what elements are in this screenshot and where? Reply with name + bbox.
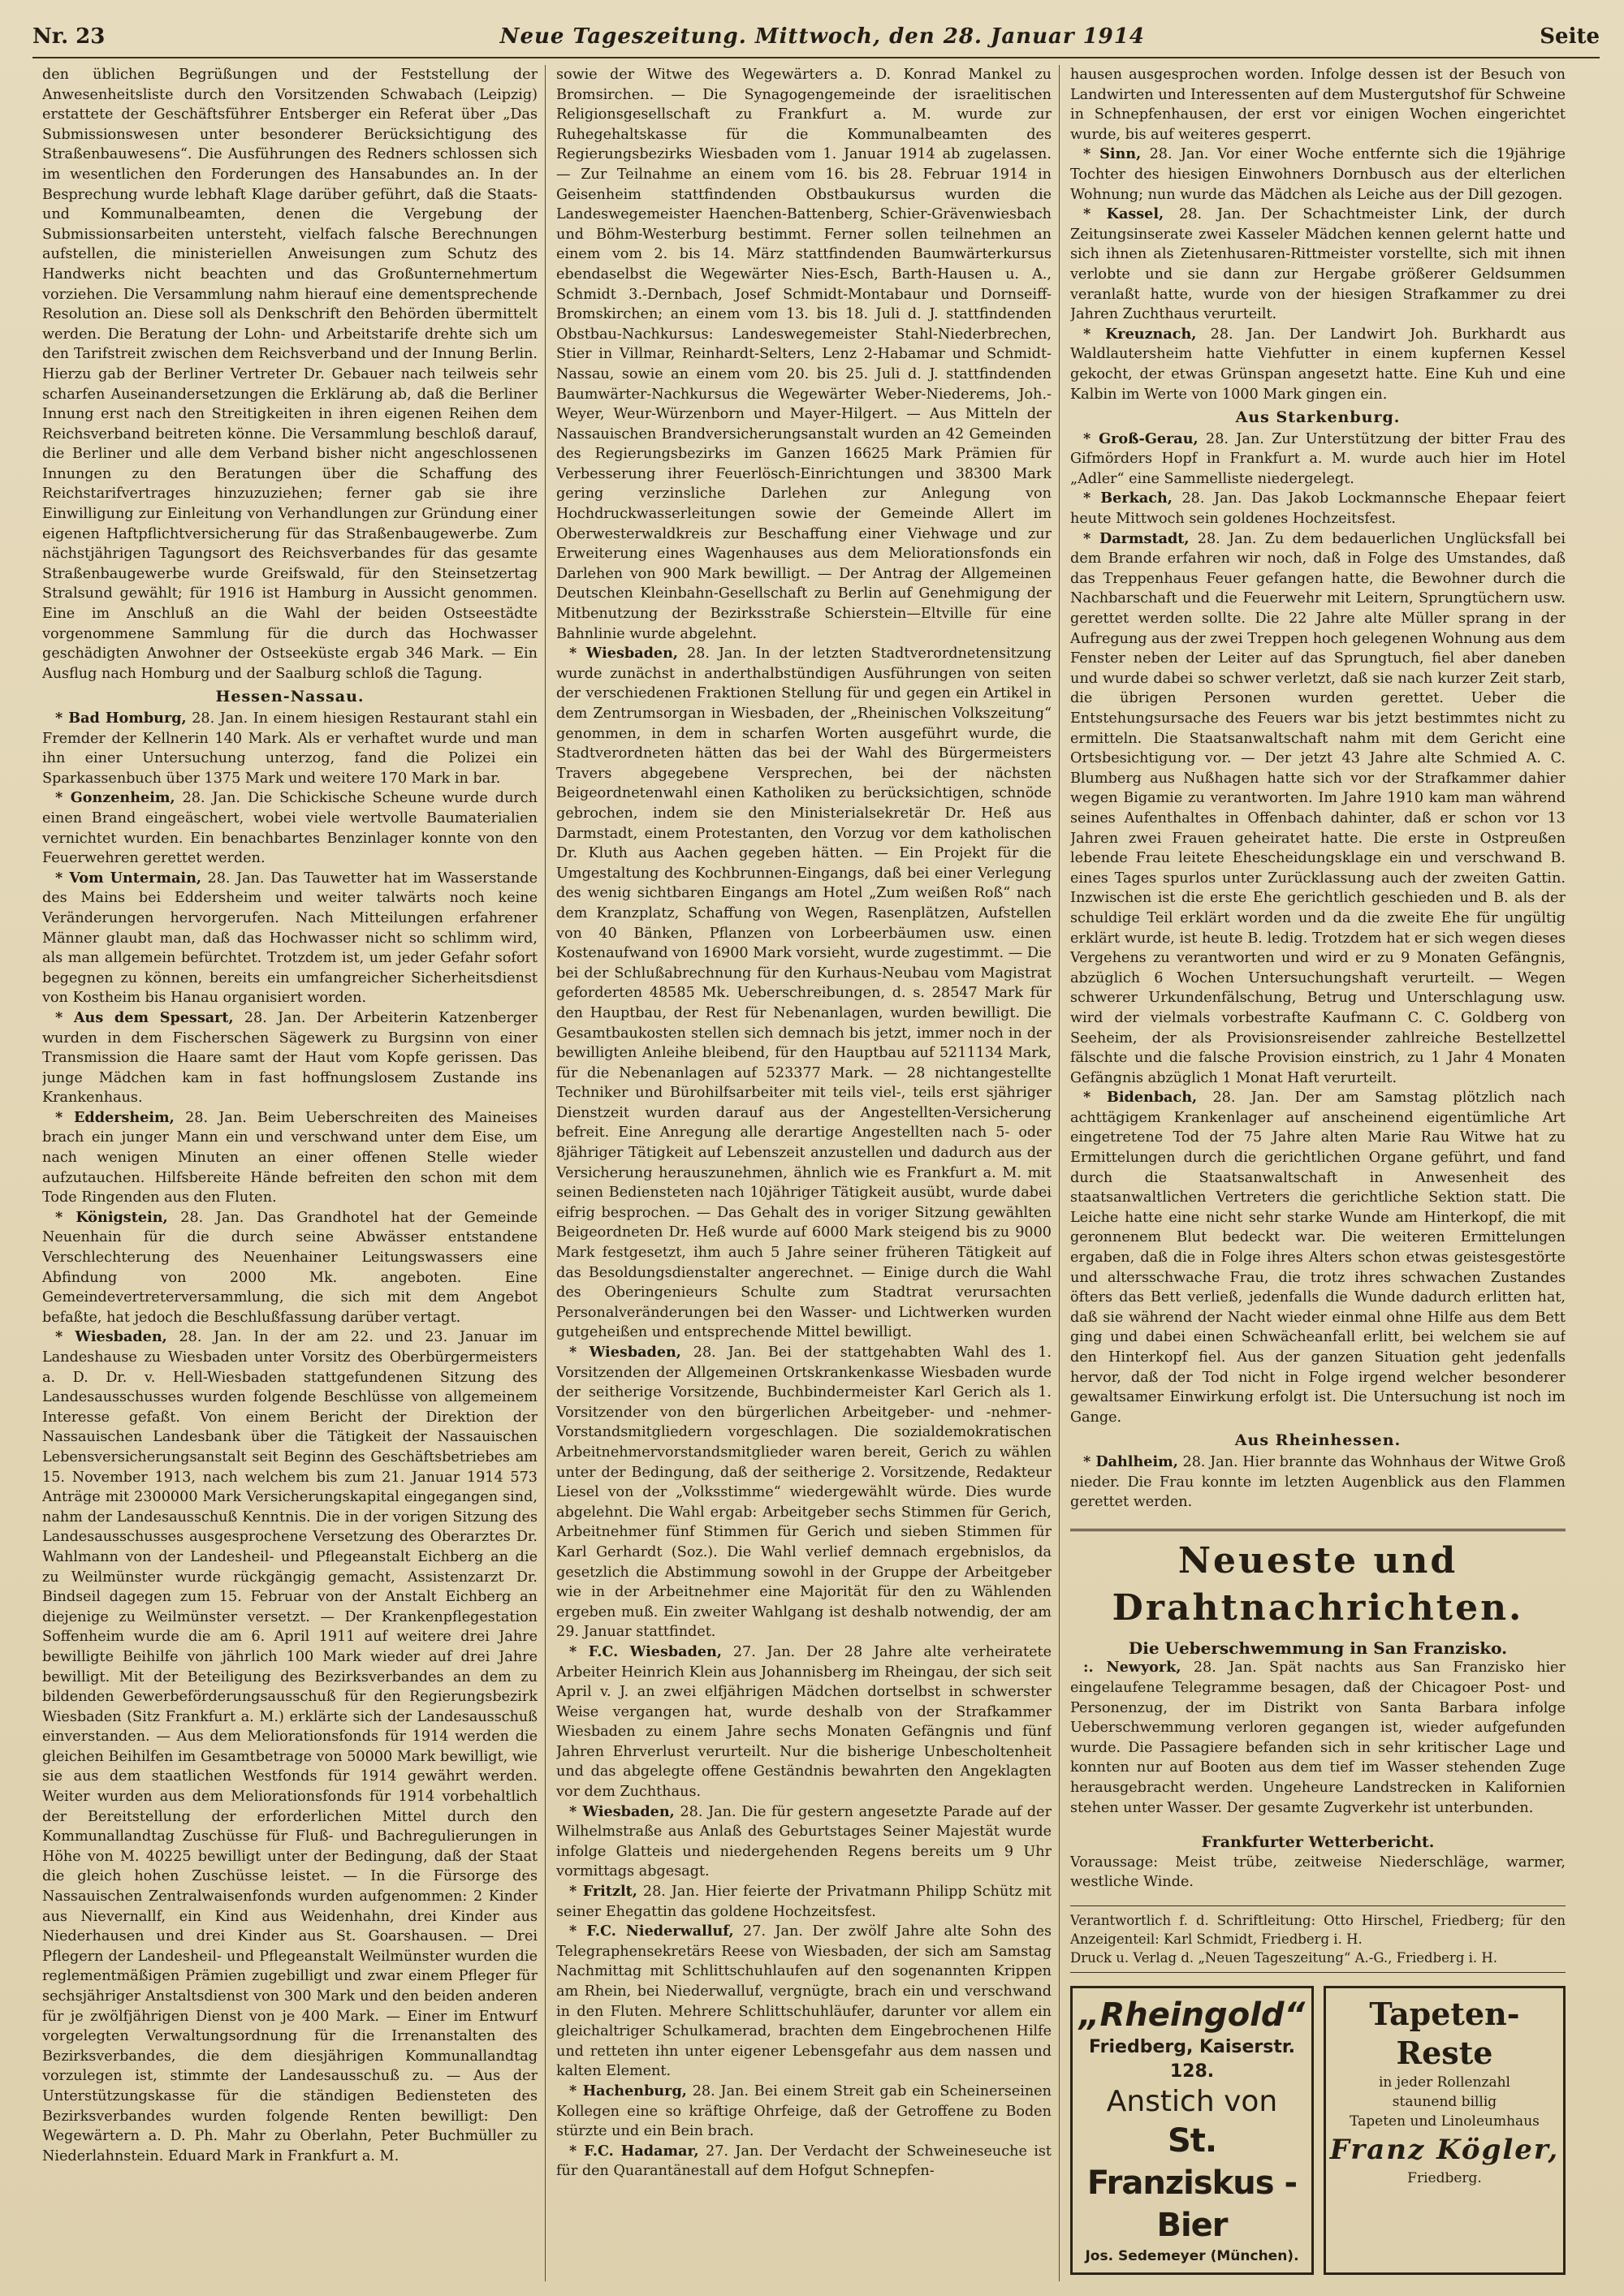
item-dateline: * Bidenbach, — [1083, 1089, 1198, 1107]
item-text: 28. Jan. Der am Samstag plötzlich nach achttägigem Krankenlager auf anscheinend eigentümliche Art eingetretene Tod der 75 Jahre alten Marie Rau Witwe hat zu Ermittelungen durch die gerichtlichen Organe geführt, und fand durch die Staatsanwaltschaft in Anwesenheit des staatsanwaltlichen Vertreters die gerichtliche Sektion statt. Die Leiche hatte eine nicht sehr starke Wunde am Hinterkopf, die mit geronnenem Blut bedeckt war. Die weiteren Ermittelungen ergaben, daß die in Folge ihres Alters schon etwas geistesgestörte und altersschwache Frau, die trotz ihres schwachen Zustandes öfters das Bett verließ, jedenfalls die Wunde dadurch erlitten hat, daß sie während der Nacht wieder einmal ohne Hilfe aus dem Bett ging und dabei einen Schwächeanfall erlitt, bei welchem sie auf den Hinterkopf fiel. Aus der ganzen Situation geht jedenfalls hervor, daß der Tod nicht in Folge irgend welcher besonderer gewaltsamer Einwirkung erfolgt ist. Die Untersuchung ist noch im Gange. — [1070, 1090, 1566, 1426]
item-dateline: * Berkach, — [1083, 490, 1173, 507]
news-item — [1070, 205, 1566, 325]
item-dateline: * Kassel, — [1083, 205, 1164, 223]
news-item — [42, 709, 538, 788]
section-heading: Aus Starkenburg. — [1235, 408, 1401, 427]
item-text: 28. Jan. Der Schachtmeister Link, der durch Zeitungsinserate zwei Kasseler Mädchen kennen gelernt hatte und sich ihnen als Zietenhusaren-Rittmeister vorstellte, sich mit ihnen verlobte und sie dann zur Hergabe größerer Geldsummen veranlaßt hatte, wurde von der hiesigen Strafkammer zu drei Jahren Zuchthaus verurteilt. — [1070, 206, 1566, 323]
advertisements — [1070, 1986, 1566, 2275]
news-item — [42, 1108, 538, 1208]
news-item — [1070, 145, 1566, 205]
weather-forecast: Voraussage: Meist trübe, zeitweise Niederschläge, warmer, westliche Winde. — [1070, 1854, 1566, 1891]
item-text: 28. Jan. Hier brannte das Wohnhaus der Witwe Groß nieder. Die Frau konnte im letzten Augenblick aus den Flammen gerettet werden. — [1070, 1453, 1566, 1511]
news-item — [1070, 529, 1566, 1089]
header-rule — [32, 57, 1600, 58]
ad-line: Anstich von — [1106, 2084, 1278, 2118]
item-text: 28. Jan. Hier feierte der Privatmann Philipp Schütz mit seiner Ehegattin das goldene Hochzeitsfest. — [556, 1884, 1052, 1920]
item-dateline: * Wiesbaden, — [569, 1344, 681, 1361]
article-paragraph: hausen ausgesprochen worden. Infolge dessen ist der Besuch von Landwirten und Interessenten auf dem Mustergutshof für Schweine in Schnepfenhausen, der erst vor einigen Wochen eingerichtet wurde, bis auf weiteres gesperrt. — [1070, 67, 1566, 143]
news-item — [42, 1208, 538, 1328]
column-2 — [556, 65, 1052, 2281]
news-item — [42, 869, 538, 1008]
item-dateline: * Königstein, — [55, 1208, 168, 1226]
ad-merchant-name: Franz Kögler, — [1329, 2133, 1560, 2166]
item-dateline: * Hachenburg, — [569, 2082, 687, 2100]
wallpaper-advertisement — [1324, 1986, 1566, 2275]
issue-number: Nr. 23 — [32, 24, 106, 49]
ad-address: Friedberg, Kaiserstr. 128. — [1089, 2036, 1295, 2082]
column-3 — [1070, 65, 1566, 2281]
section-heading: Aus Rheinhessen. — [1234, 1431, 1402, 1450]
subheading: Die Ueberschwemmung in San Franzisko. — [1128, 1638, 1508, 1658]
column-divider — [1059, 65, 1060, 2281]
news-item — [42, 1008, 538, 1108]
ad-owner: Jos. Sedemeyer (München). — [1085, 2247, 1299, 2264]
column-1 — [42, 65, 538, 2281]
item-text: 28. Jan. Zu dem bedauerlichen Unglücksfall bei dem Brande erfahren wir noch, daß in Folge des Umstandes, daß das Treppenhaus Feuer gefangen hatte, die Bewohner durch die Nachbarschaft und die Feuerwehr mit Leitern, Sprungtüchern usw. gerettet werden sollte. Die 22 Jahre alte Müller sprang in der Aufregung aus der zwei Treppen hoch gelegenen Wohnung aus dem Fenster neben der Leiter auf das Sprungtuch, fiel aber daneben und wurde dabei so schwer verletzt, daß sie nach kurzer Zeit starb, die übrigen Personen wurden gerettet. Ueber die Entstehungsursache des Feuers war bis jetzt bestimmtes nicht zu ermitteln. Die Staatsanwaltschaft nahm mit dem Gericht eine Ortsbesichtigung vor. — Der jetzt 43 Jahre alte Schmied A. C. Blumberg aus Nußhagen hatte sich vor der Strafkammer dahier wegen Bigamie zu verantworten. Im Jahre 1910 kam man während seines Aufenthaltes in Offenbach dahinter, daß er schon vor 13 Jahren zwei Frauen geheiratet hatte. Die erste in Ostpreußen lebende Frau leitete Ehescheidungsklage ein und verschwand B. eines Tages spurlos unter Zurücklassung auch der zweiten Gattin. Inzwischen ist die erste Ehe gerichtlich geschieden und B. als der schuldige Teil erklärt worden und da die zweite Ehe für ungültig erklärt wurde, ist heute B. ledig. Trotzdem hat er sich wegen dieses Vergehens zu verantworten und wird er zu 9 Monaten Gefängnis, abzüglich 6 Wochen Untersuchungshaft verurteilt. — Wegen schwerer Urkundenfälschung, Betrug und Unterschlagung usw. wird der vielmals vorbestrafte Kaufmann C. C. Goldberg von Seeheim, der als Provisionsreisender zahlreiche Bestellzettel fälschte und die falsche Provision einstrich, zu 1 Jahr 4 Monaten Gefängnis abzüglich 1 Monat Haft verurteilt. — [1070, 530, 1566, 1086]
news-item — [556, 1642, 1052, 1802]
ad-line: staunend billig — [1392, 2093, 1497, 2110]
item-dateline: * Fritzlt, — [569, 1883, 637, 1901]
imprint — [1070, 1905, 1566, 1973]
newspaper-dateline: Neue Tageszeitung. Mittwoch, den 28. Januar 1914 — [499, 24, 1145, 49]
masthead — [32, 24, 1600, 57]
item-text: 27. Jan. Der Verdacht der Schweineseuche ist für den Quarantänestall auf dem Hofgut Schnepfen- — [556, 2143, 1052, 2180]
news-item — [556, 2142, 1052, 2182]
item-dateline: * Gonzenheim, — [55, 789, 175, 807]
item-text: 27. Jan. Der zwölf Jahre alte Sohn des Telegraphensekretärs Reese von Wiesbaden, der sich am Samstag Nachmittag mit Schlittschuhlaufen auf den sogenannten Krippen am Rhein, bei Niederwalluf, vergnügte, brach ein und verschwand in den Fluten. Mehrere Schlittschuhläufer, darunter vor allem ein gleichaltriger Schulkamerad, brachten dem Eingebrochenen Hilfe und retteten ihn unter eigener Lebensgefahr aus dem nassen und kalten Element. — [556, 1923, 1052, 2080]
item-text: 28. Jan. Das Grandhotel hat der Gemeinde Neuenhain für die durch seine Abwässer entstandene Verschlechterung des Neuenhainer Leitungswassers eine Abfindung von 2000 Mk. angeboten. Eine Gemeindevertreterversammlung, die sich mit dem Angebot befaßte, hat jedoch die Beschlußfassung darüber vertagt. — [42, 1209, 538, 1326]
ad-line: Tapeten und Linoleumhaus — [1350, 2113, 1540, 2130]
item-text: 27. Jan. Der 28 Jahre alte verheiratete Arbeiter Heinrich Klein aus Johannisberg im Rheingau, der sich seit April v. J. an zwei elfjährigen Mädchen dortselbst in schwerster Weise vergangen hat, wurde deshalb von der Strafkammer Wiesbaden zu einem Jahre sechs Monaten Gefängnis und fünf Jahren Ehrverlust verurteilt. Nur die bisherige Unbescholtenheit und das abgelegte offene Geständnis bewahrten den Angeklagten vor dem Zuchthaus. — [556, 1643, 1052, 1801]
item-dateline: * Vom Untermain, — [55, 869, 202, 887]
item-text: 28. Jan. Der Arbeiterin Katzenberger wurden in dem Fischerschen Sägewerk zu Burgsinn von einer Transmission die Haare samt der Haut vom Kopfe gerissen. Das junge Mädchen kam in fast hoffnungslosem Zustande ins Krankenhaus. — [42, 1009, 538, 1107]
article-paragraph: den üblichen Begrüßungen und der Feststellung der Anwesenheitsliste durch den Vorsitzenden Schwabach (Leipzig) erstattete der Geschäftsführer Entsberger ein Referat über „Das Submissionswesen unter besonderer Berücksichtigung des Straßenbauwesens“. Die Ausführungen des Redners schlossen sich im wesentlichen den Forderungen des Hansabundes an. In der Besprechung wurde lebhaft Klage darüber geführt, daß die Staats- und Kommunalbeamten, denen die Vergebung der Submissionsarbeiten untersteht, vielfach falsche Berechnungen aufstellen, die ministeriellen Anweisungen zum Schutz des Handwerks nicht beachten und das Großunternehmertum vorziehen. Die Versammlung nahm hierauf eine dementsprechende Resolution an. Diese soll als Denkschrift den Behörden übermittelt werden. Die Beratung der Lohn- und Arbeitstarife drehte sich um den Tarifstreit zwischen dem Reichsverband und der Innung Berlin. Hierzu gab der Berliner Vertreter Dr. Gebauer nach teilweis sehr scharfen Auseinandersetzungen die Erklärung ab, daß die Berliner Innung erst nach den Streitigkeiten in ihren eigenen Reihen dem Reichsverband beitreten könne. Die Versammlung beschloß darauf, die Berliner und alle dem Verband bisher nicht angeschlossenen Innungen zu den Beratungen über die Schaffung des Reichstarifvertrages hinzuzuziehen; ferner gab sie ihre Einwilligung zur Einleitung von Verhandlungen zur Gründung einer eigenen Haftpflichtversicherung für das Straßenbaugewerbe. Zum nächstjährigen Tagungsort des Reichsverbandes für das gesamte Straßenbaugewerbe wurde Greifswald, für den Steinsetzertag Stralsund gewählt; für 1916 ist Hamburg in Aussicht genommen. Eine im Anschluß an die Wahl der beiden Ostseestädte vorgenommene Sammlung für die durch das Hochwasser geschädigten Anwohner der Ostseeküste ergab 346 Mark. — Ein Ausflug nach Homburg und der Saalburg schloß die Tagung. — [42, 67, 538, 682]
item-text: 28. Jan. Spät nachts aus San Franzisko hier eingelaufene Telegramme besagen, daß der Chicagoer Post- und Personenzug, der im Distrikt von Santa Barbara infolge Ueberschwemmung verloren gegangen ist, wieder aufgefunden wurde. Die Passagiere befanden sich in sehr kritischer Lage und konnten nur auf Booten aus dem tief im Wasser stehenden Zuge herausgebracht werden. Ungeheure Landstrecken in Kalifornien stehen unter Wasser. Der gesamte Zugverkehr ist unterbunden. — [1070, 1659, 1566, 1816]
item-dateline: * Bad Homburg, — [55, 710, 187, 727]
news-item — [556, 1882, 1052, 1922]
ad-city: Friedberg. — [1407, 2169, 1482, 2186]
item-dateline: * F.C. Wiesbaden, — [569, 1642, 722, 1660]
news-item — [1070, 1088, 1566, 1427]
article-paragraph: sowie der Witwe des Wegewärters a. D. Konrad Mankel zu Bromsirchen. — Die Synagogengemeinde der israelitischen Religionsgesellschaft zu Frankfurt a. M. wurde zur Ruhegehaltskasse für die Kommunalbeamten des Regierungsbezirks Wiesbaden vom 1. Januar 1914 ab zugelassen. — Zur Teilnahme an einem vom 16. bis 28. Februar 1914 in Geisenheim stattfindenden Obstbaukursus wurden die Landeswegemeister Haenchen-Battenberg, Schier-Grävenwiesbach und Böhm-Westerburg bestimmt. Ferner sollen teilnehmen an einem vom 2. bis 14. März stattfindenden Baumwärterkursus ebendaselbst die Wegewärter Nies-Esch, Barth-Hausen u. A., Schmidt 3.-Dernbach, Josef Schmidt-Montabaur und Dornseiff-Bromskirchen; an einem vom 13. bis 18. Juli d. J. stattfindenden Obstbau-Nachkursus: Landeswegemeister Stahl-Niederbrechen, Stier in Villmar, Reinhardt-Selters, Lenz 2-Habamar und Schmidt-Nassau, sowie an einem vom 20. bis 25. Juli d. J. stattfindenden Baumwärter-Nachkursus die Wegewärter Weber-Niederems, Joh.-Weyer, Weur-Würzenborn und Mayer-Hilgert. — Aus Mitteln der Nassauischen Brandversicherungsanstalt wurden an 42 Gemeinden des Regierungsbezirks im Ganzen 16625 Mark Prämien für Verbesserung ihrer Feuerlösch-Einrichtungen und 38300 Mark gering verzinsliche Darlehen zur Anlegung von Hochdruckwasserleitungen sowie der Gemeinde Allert im Oberwesterwaldkreis zur Beschaffung einer Viehwage und zur Erweiterung eines Wagenhauses aus dem Meliorationsfonds ein Darlehen von 900 Mark bewilligt. — Der Antrag der Allgemeinen Deutschen Kleinbahn-Gesellschaft zu Berlin auf Genehmigung der Mitbenutzung der Bezirksstraße Schierstein—Eltville für eine Bahnlinie wurde abgelehnt. — [556, 67, 1052, 642]
item-dateline: * Eddersheim, — [55, 1108, 175, 1126]
ad-line: in jeder Rollenzahl — [1379, 2074, 1510, 2091]
rheingold-advertisement — [1070, 1986, 1314, 2275]
column-divider — [545, 65, 546, 2281]
item-text: 28. Jan. Die für gestern angesetzte Parade auf der Wilhelmstraße aus Anlaß des Geburtstages Seiner Majestät wurde infolge Glatteis und niedergehenden Regens bereits um 9 Uhr vormittags abgesagt. — [556, 1803, 1052, 1880]
item-dateline: * Wiesbaden, — [569, 645, 679, 662]
item-text: 28. Jan. In der am 22. und 23. Januar im Landeshause zu Wiesbaden unter Vorsitz des Oberbürgermeisters a. D. Dr. v. Hell-Wiesbaden stattgefundenen Sitzung des Landesausschusses wurden folgende Beschlüsse von allgemeinem Interesse gefaßt. Von einem Bericht der Direktion der Nassauischen Landesbank über die Tätigkeit der Nassauischen Lebensversicherungsanstalt seit Beginn des Geschäftsbetriebes am 15. November 1913, nach welchem bis zum 21. Januar 1914 573 Anträge mit 2300000 Mark Versicherungskapital eingegangen sind, nahm der Landesausschuß Kenntnis. Die in der vorigen Sitzung des Landesausschusses ausgesprochene Versetzung des Oberarztes Dr. Wahlmann von der Landesheil- und Pflegeanstalt Eichberg an die zu Weilmünster wurde rückgängig gemacht, Assistenzarzt Dr. Bindseil dagegen zum 15. Februar von der Anstalt Eichberg an diejenige zu Weilmünster versetzt. — Der Krankenpflegestation Soffenheim wurde die am 6. April 1911 auf weitere drei Jahre bewilligte Beihilfe von jährlich 100 Mark wieder auf drei Jahre bewilligt. Mit der Beteiligung des Bezirksverbandes an dem zu bildenden Gewerbeförderungsausschuß für den Regierungsbezirk Wiesbaden (Sitz Frankfurt a. M.) erklärte sich der Landesausschuß einverstanden. — Aus dem Meliorationsfonds für 1914 werden die gleichen Beihilfen im Gesamtbetrage von 50000 Mark bewilligt, wie sie aus dem staatlichen Westfonds für 1914 gewährt werden. Weiter wurden aus dem Meliorationsfonds für 1914 vorbehaltlich der Bereitstellung der erforderlichen Mittel durch den Kommunallandtag Zuschüsse für Fluß- und Bachregulierungen in Höhe von M. 40225 bewilligt unter der Bedingung, daß der Staat die gleich hohen Zuschüsse leistet. — In die Fürsorge des Nassauischen Zentralwaisenfonds wurden aufgenommen: 2 Kinder aus Nievernallf, ein Kind aus Weidenhahn, drei Kinder aus Niederhausen und drei Kinder aus St. Goarshausen. — Drei Pflegern der Landesheil- und Pflegeanstalt Weilmünster wurden die reglementmäßigen Prämien zugebilligt und zwar einem Pfleger für sechsjähriger Anstaltsdienst von 300 Mark und den beiden anderen für je zwölfjährigen Dienst von je 400 Mark. — Einer im Entwurf vorgelegten Verwaltungsordnung für die Irrenanstalten des Bezirksverbandes, die dem diesjährigen Kommunallandtag vorzulegen ist, stimmte der Landesausschuß zu. — Aus der Unterstützungskasse für die ständigen Bediensteten des Bezirksverbandes wurden folgende Renten bewilligt: Den Wegewärtern a. D. Ph. Mahr zu Oberlahn, Peter Buchmüller zu Niederlahnstein. Eduard Mark in Frankfurt a. M. — [42, 1329, 538, 2164]
weather-report-heading: Frankfurter Wetterbericht. — [1201, 1833, 1435, 1852]
news-item — [556, 644, 1052, 1343]
item-dateline: * F.C. Niederwalluf, — [569, 1923, 734, 1940]
ad-brand: „Rheingold“ — [1078, 1996, 1306, 2034]
item-text: 28. Jan. Das Tauwetter hat im Wasserstande des Mains bei Eddersheim und weiter talwärts noch keine Veränderungen hervorgerufen. Nach Mitteilungen erfahrener Männer glaubt man, daß das Hochwasser nicht so schlimm wird, als man allgemein befürchtet. Trotzdem ist, um jeder Gefahr sofort begegnen zu können, bereits ein umfangreicher Sicherheitsdienst von Kostheim bis Hanau organisiert worden. — [42, 870, 538, 1007]
news-item — [1070, 489, 1566, 529]
item-text: 28. Jan. In einem hiesigen Restaurant stahl ein Fremder der Kellnerin 140 Mark. Als er verhaftet wurde und man ihn einer Untersuchung unterzog, fand die Polizei ein Sparkassenbuch über 1375 Mark und weitere 170 Mark in bar. — [42, 710, 538, 787]
item-dateline: * Wiesbaden, — [569, 1802, 675, 1820]
item-text: 28. Jan. Bei der stattgehabten Wahl des 1. Vorsitzenden der Allgemeinen Ortskrankenkasse Wiesbaden wurde der seitherige Vorsitzende, Buchbindermeister Karl Gerich als 1. Vorsitzender von den bürgerlichen Arbeitgeber- und -nehmer-Vorstandsmitgliedern vorgeschlagen. Die sozialdemokratischen Arbeitnehmervorstandsmitglieder waren bereit, Gerich zu wählen unter der Bedingung, daß der seitherige 2. Vorsitzende, Redakteur Liesel von der „Volksstimme“ wiedergewählt würde. Dies wurde abgelehnt. Die Wahl ergab: Arbeitgeber sechs Stimmen für Gerich, Arbeitnehmer fünf Stimmen für Gerich und sieben Stimmen für Karl Gerhardt (Soz.). Die Wahl verlief demnach ergebnislos, da gesetzlich die Abstimmung sowohl in der Gruppe der Arbeitgeber wie in der Arbeitnehmer eine Majorität für den zu Wählenden ergeben muß. Ein zweiter Wahlgang ist deshalb notwendig, der am 29. Januar stattfindet. — [556, 1344, 1052, 1641]
item-dateline: :. Newyork, — [1083, 1659, 1181, 1677]
item-text: 28. Jan. Die Schickische Scheune wurde durch einen Brand eingeäschert, wobei viele wertvolle Baumaterialien vernichtet wurden. Ein benachbartes Benzinlager konnte von den Feuerwehren gerettet werden. — [42, 790, 538, 867]
news-item — [556, 1343, 1052, 1642]
item-dateline: * Aus dem Spessart, — [55, 1008, 234, 1026]
page-label: Seite — [1540, 24, 1600, 49]
item-text: 28. Jan. Das Jakob Lockmannsche Ehepaar feiert heute Mittwoch sein goldenes Hochzeitsfest. — [1070, 490, 1566, 528]
news-item — [1070, 325, 1566, 404]
section-heading: Hessen-Nassau. — [215, 688, 365, 706]
item-dateline: * Sinn, — [1083, 145, 1142, 163]
item-text: 28. Jan. Zur Unterstützung der bitter Frau des Gifmörders Hopf in Frankfurt a. M. wurde auch hier im Hotel „Adler“ eine Sammelliste niedergelegt. — [1070, 430, 1566, 487]
news-item — [42, 788, 538, 868]
item-dateline: * Groß-Gerau, — [1083, 429, 1199, 447]
ad-title: Tapeten-Reste — [1369, 1995, 1520, 2071]
item-dateline: * Wiesbaden, — [55, 1328, 167, 1346]
imprint-publisher: Druck u. Verlag d. „Neuen Tageszeitung“ A.-G., Friedberg i. H. — [1070, 1949, 1498, 1966]
news-item — [556, 1922, 1052, 2082]
item-text: 28. Jan. Vor einer Woche entfernte sich die 19jährige Tochter des hiesigen Einwohners Dornbusch aus der elterlichen Wohnung; nun wurde das Mädchen als Leiche aus der Dill gezogen. — [1070, 146, 1566, 203]
imprint-responsible: Verantwortlich f. d. Schriftleitung: Otto Hirschel, Friedberg; für den Anzeigenteil: Karl Schmidt, Friedberg i. H. — [1070, 1912, 1566, 1947]
news-item — [1070, 1452, 1566, 1513]
item-text: 28. Jan. Der Landwirt Joh. Burkhardt aus Waldlautersheim hatte Viehfutter in einem kupfernen Kessel gekocht, der etwas Grünspan angesetzt hatte. Eine Kuh und eine Kalbin im Werte von 1000 Mark gingen ein. — [1070, 326, 1566, 403]
item-text: 28. Jan. Bei einem Streit gab ein Scheinerseinen Kollegen eine so kräftige Ohrfeige, daß der Getroffene zu Boden stürzte und ein Bein brach. — [556, 2082, 1052, 2140]
item-text: 28. Jan. In der letzten Stadtverordnetensitzung wurde zunächst in anderthalbstündigen Ausführungen von seiten der verschiedenen Fraktionen Stellung für und gegen ein Artikel in dem Zentrumsorgan in Wiesbaden, der „Rheinischen Volkszeitung“ genommen, in dem in scharfen Worten ausgeführt wurde, die Stadtverordneten hätten das bei der Wahl des Bürgermeisters Travers abgegebene Versprechen, bei der nächsten Beigeordnetenwahl einen Katholiken zu berücksichtigen, schnöde gebrochen, indem sie den Ministerialsekretär Dr. Heß aus Darmstadt, einem Protestanten, den Vorzug vor dem katholischen Dr. Kluth aus Aachen gegeben hätten. — Ein Projekt für die Umgestaltung des Kochbrunnen-Eingangs, daß bei einer Verlegung des wenig sichtbaren Eingangs am Hotel „Zum weißen Roß“ nach dem Kranzplatz, Schaffung von Wegen, Rasenplätzen, Aufstellen von 40 Bänken, Pflanzen von Lorbeerbäumen usw. einen Kostenaufwand von 16900 Mark vorsieht, wurde zugestimmt. — Die bei der Schlußabrechnung für den Kurhaus-Neubau vom Magistrat geforderten 48585 Mk. Ueberschreibungen, d. s. 28547 Mark für den Hauptbau, der Rest für Nebenanlagen, wurden bewilligt. Die Gesamtbaukosten stellen sich demnach bis jetzt, immer noch in der bewilligten Anleihe bleibend, für den Hauptbau auf 5211134 Mark, für die Nebenanlagen auf 523377 Mark. — 28 nichtangestellte Techniker und Bürohilfsarbeiter mit teils viel-, teils erst sjähriger Dienstzeit wurden darauf aus der Angestellten-Versicherung befreit. Eine Anregung alle derartige Angestellten nach 5- oder 8jähriger Tätigkeit auf Lebenszeit anzustellen und dadurch aus der Versicherung herauszunehmen, ähnlich wie es Frankfurt a. M. mit seinen Bediensteten nach 10jähriger Tätigkeit ausübt, wurde dabei eifrig besprochen. — Das Gehalt des in voriger Sitzung gewählten Beigeordneten Dr. Heß wurde auf 6000 Mark steigend bis zu 9000 Mark festgesetzt, ihm auch 5 Jahre seiner früheren Tätigkeit auf das Besoldungsdienstalter angerechnet. — Einige durch die Wahl des Oberingenieurs Schulte zum Stadtrat verursachten Personalveränderungen bei den Wasser- und Lichtwerken wurden gutgeheißen und entsprechende Mittel bewilligt. — [556, 645, 1052, 1341]
news-item — [42, 1327, 538, 2166]
ad-beer-name: St. Franziskus - Bier — [1086, 2121, 1298, 2244]
item-text: 28. Jan. Beim Ueberschreiten des Maineises brach ein junger Mann ein und verschwand unter dem Eise, um nach wenigen Minuten an einer offenen Stelle wieder aufzutauchen. Hilfsbereite Hände befreiten den schon mit dem Tode Ringenden aus den Fluten. — [42, 1109, 538, 1206]
news-item — [1070, 1658, 1566, 1818]
item-dateline: * Kreuznach, — [1083, 325, 1197, 343]
latest-news-heading: Neueste und Drahtnachrichten. — [1070, 1529, 1566, 1632]
news-item — [556, 1802, 1052, 1882]
news-item — [556, 2082, 1052, 2142]
item-dateline: * F.C. Hadamar, — [569, 2142, 699, 2160]
news-item — [1070, 429, 1566, 490]
item-dateline: * Darmstadt, — [1083, 529, 1190, 547]
item-dateline: * Dahlheim, — [1083, 1452, 1178, 1470]
